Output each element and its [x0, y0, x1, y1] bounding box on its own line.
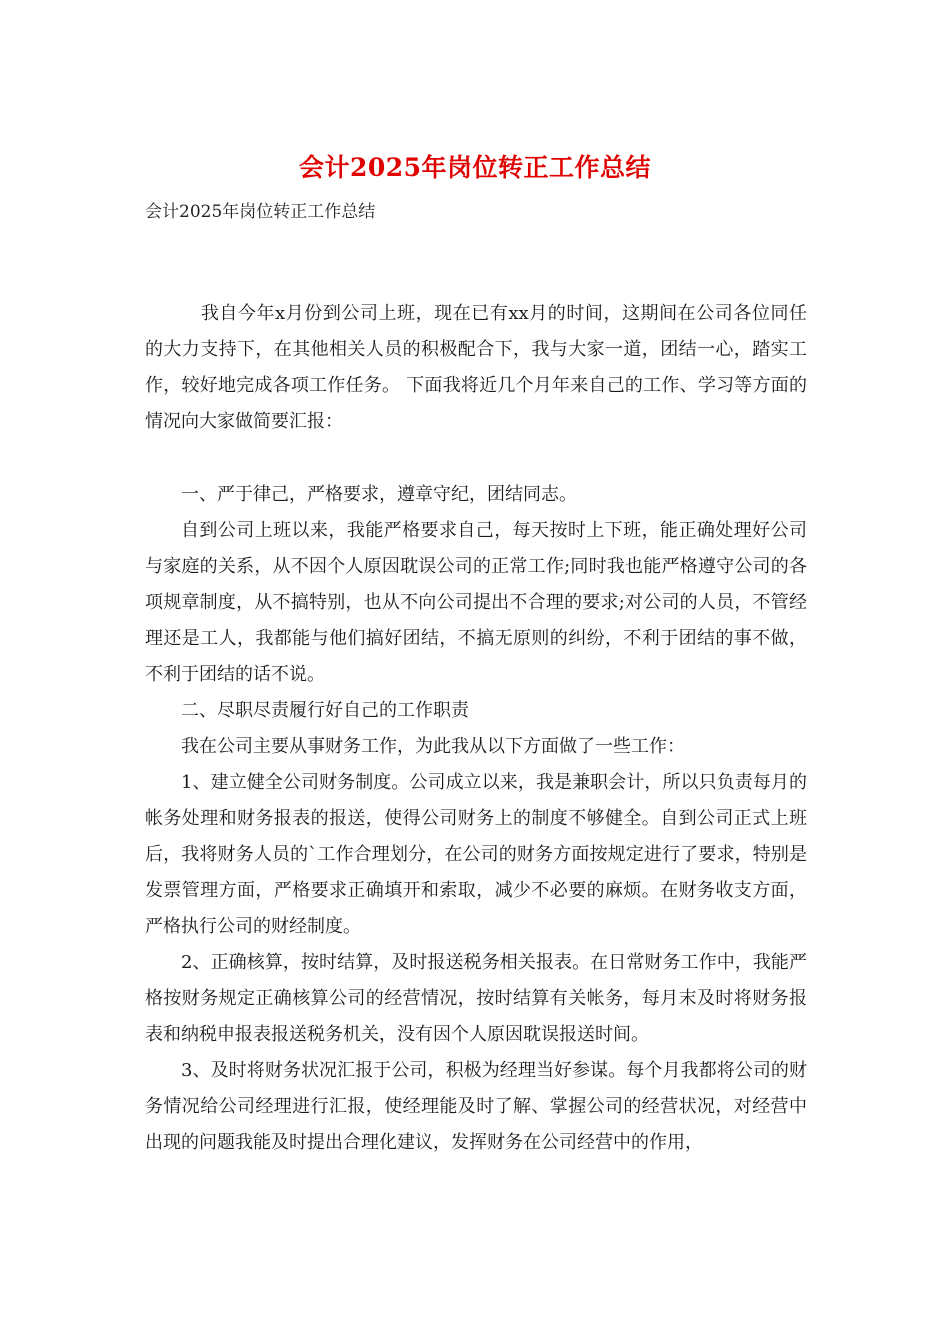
intro-paragraph: 我自今年x月份到公司上班，现在已有xx月的时间，这期间在公司各位同任的大力支持下，在其他相关人员的积极配合下，我与大家一道，团结一心，踏实工作，较好地完成各项工作任务。 下面我将近几个月年来自己的工作、学习等方面的情况向大家做简要汇报： [145, 303, 807, 432]
section1-body: 自到公司上班以来，我能严格要求自己，每天按时上下班，能正确处理好公司与家庭的关系，从不因个人原因耽误公司的正常工作;同时我也能严格遵守公司的各项规章制度，从不搞特别，也从不向公司提出不合理的要求;对公司的人员，不管经理还是工人，我都能与他们搞好团结，不搞无原则的纠纷，不利于团结的事不做，不利于团结的话不说。 [145, 520, 807, 685]
document-title: 会计2025年岗位转正工作总结 [298, 153, 652, 182]
main-body [145, 477, 807, 1161]
section2-lead: 我在公司主要从事财务工作，为此我从以下方面做了一些工作： [181, 736, 685, 757]
section2-heading: 二、尽职尽责履行好自己的工作职责 [181, 700, 469, 721]
intro-block [145, 296, 807, 440]
list-item-2: 2、正确核算，按时结算，及时报送税务相关报表。在日常财务工作中，我能严格按财务规定正确核算公司的经营情况，按时结算有关帐务，每月末及时将财务报表和纳税申报表报送税务机关，没有因个人原因耽误报送时间。 [145, 952, 807, 1045]
list-item-3: 3、及时将财务状况汇报于公司，积极为经理当好参谋。每个月我都将公司的财务情况给公司经理进行汇报，使经理能及时了解、掌握公司的经营状况，对经营中出现的问题我能及时提出合理化建议，发挥财务在公司经营中的作用， [145, 1060, 807, 1153]
list-item-1: 1、建立健全公司财务制度。公司成立以来，我是兼职会计，所以只负责每月的帐务处理和财务报表的报送，使得公司财务上的制度不够健全。自到公司正式上班后，我将财务人员的`工作合理划分，在公司的财务方面按规定进行了要求，特别是发票管理方面，严格要求正确填开和索取，减少不必要的麻烦。在财务收支方面，严格执行公司的财经制度。 [145, 772, 807, 937]
document-subtitle: 会计2025年岗位转正工作总结 [145, 202, 376, 222]
section1-heading: 一、严于律己，严格要求，遵章守纪，团结同志。 [181, 484, 577, 505]
